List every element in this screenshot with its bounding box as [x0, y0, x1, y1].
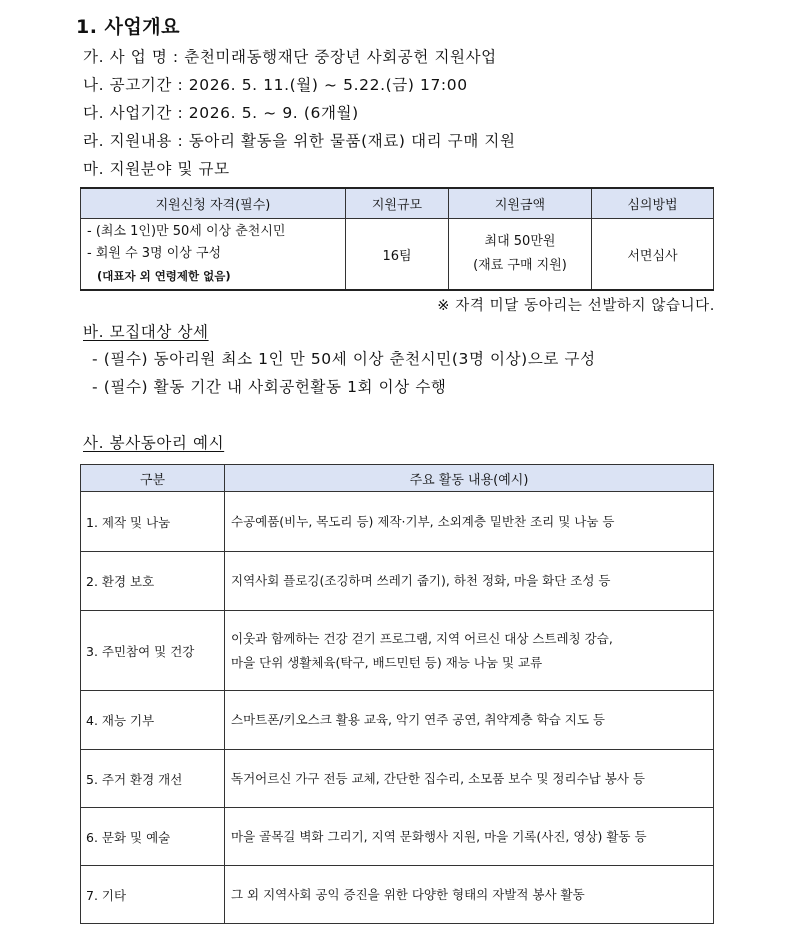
category-cell: 3. 주민참여 및 건강: [81, 611, 225, 691]
overview-item-name: 가. 사 업 명 : 춘천미래동행재단 중장년 사회공헌 지원사업: [83, 48, 497, 66]
header-scale: 지원규모: [346, 188, 449, 219]
category-cell: 4. 재능 기부: [81, 691, 225, 750]
review-cell: 서면심사: [592, 219, 714, 291]
activity-line: 독거어르신 가구 전등 교체, 간단한 집수리, 소모품 보수 및 정리수납 봉사 등: [231, 770, 645, 786]
examples-table: [80, 464, 714, 924]
header-qualification: 지원신청 자격(필수): [81, 188, 346, 219]
activity-cell: [225, 808, 714, 866]
category-cell: 6. 문화 및 예술: [81, 808, 225, 866]
activity-cell: [225, 866, 714, 924]
support-table-row: [81, 219, 714, 291]
category-cell: 1. 제작 및 나눔: [81, 492, 225, 552]
activity-line: 마을 골목길 벽화 그리기, 지역 문화행사 지원, 마을 기록(사진, 영상) 활동 등: [231, 828, 647, 844]
activity-line: 스마트폰/키오스크 활용 교육, 악기 연주 공연, 취약계층 학습 지도 등: [231, 712, 605, 727]
header-amount: 지원금액: [449, 188, 592, 219]
recruit-title: 바. 모집대상 상세: [83, 323, 209, 341]
category-cell: 2. 환경 보호: [81, 552, 225, 611]
header-activities: 주요 활동 내용(예시): [225, 465, 714, 492]
activity-cell: [225, 750, 714, 808]
table-row: [81, 611, 714, 691]
table-row: [81, 691, 714, 750]
recruit-item: - (필수) 동아리원 최소 1인 만 50세 이상 춘천시민(3명 이상)으로 구성: [92, 350, 596, 368]
qualification-cell: [81, 219, 346, 291]
overview-item-duration: 다. 사업기간 : 2026. 5. ~ 9. (6개월): [83, 104, 359, 122]
activity-line: 수공예품(비누, 목도리 등) 제작·기부, 소외계층 밑반찬 조리 및 나눔 등: [231, 513, 615, 529]
amount-line: (재료 구매 지원): [473, 258, 567, 273]
overview-item-scale: 마. 지원분야 및 규모: [83, 160, 230, 178]
activity-cell: [225, 492, 714, 552]
activity-line: 이웃과 함께하는 건강 걷기 프로그램, 지역 어르신 대상 스트레칭 강습,: [231, 630, 613, 646]
support-table: [80, 187, 714, 291]
activity-line: 지역사회 플로깅(조깅하며 쓰레기 줍기), 하천 정화, 마을 화단 조성 등: [231, 573, 611, 588]
activity-line: 마을 단위 생활체육(탁구, 배드민턴 등) 재능 나눔 및 교류: [231, 654, 543, 670]
table-row: [81, 808, 714, 866]
examples-title: 사. 봉사동아리 예시: [83, 434, 225, 452]
activity-cell: [225, 611, 714, 691]
overview-item-content: 라. 지원내용 : 동아리 활동을 위한 물품(재료) 대리 구매 지원: [83, 132, 516, 150]
recruit-item: - (필수) 활동 기간 내 사회공헌활동 1회 이상 수행: [92, 378, 447, 396]
table-row: [81, 750, 714, 808]
qualification-line: - 회원 수 3명 이상 구성: [87, 246, 222, 261]
table-row: [81, 866, 714, 924]
category-cell: 7. 기타: [81, 866, 225, 924]
support-table-header: [81, 188, 714, 219]
section-heading: 1. 사업개요: [76, 16, 180, 38]
table-row: [81, 552, 714, 611]
activity-cell: [225, 552, 714, 611]
activity-cell: [225, 691, 714, 750]
qualification-note: (대표자 외 연령제한 없음): [97, 269, 231, 283]
amount-cell: [449, 219, 592, 291]
header-category: 구분: [81, 465, 225, 492]
table-row: [81, 492, 714, 552]
examples-table-header: [81, 465, 714, 492]
scale-cell: 16팀: [346, 219, 449, 291]
activity-line: 그 외 지역사회 공익 증진을 위한 다양한 형태의 자발적 봉사 활동: [231, 886, 585, 902]
qualification-line: - (최소 1인)만 50세 이상 춘천시민: [87, 224, 286, 239]
overview-item-period: 나. 공고기간 : 2026. 5. 11.(월) ~ 5.22.(금) 17:00: [83, 76, 468, 94]
amount-line: 최대 50만원: [484, 234, 556, 249]
qualification-notice: ※ 자격 미달 동아리는 선발하지 않습니다.: [437, 298, 715, 314]
category-cell: 5. 주거 환경 개선: [81, 750, 225, 808]
header-review: 심의방법: [592, 188, 714, 219]
